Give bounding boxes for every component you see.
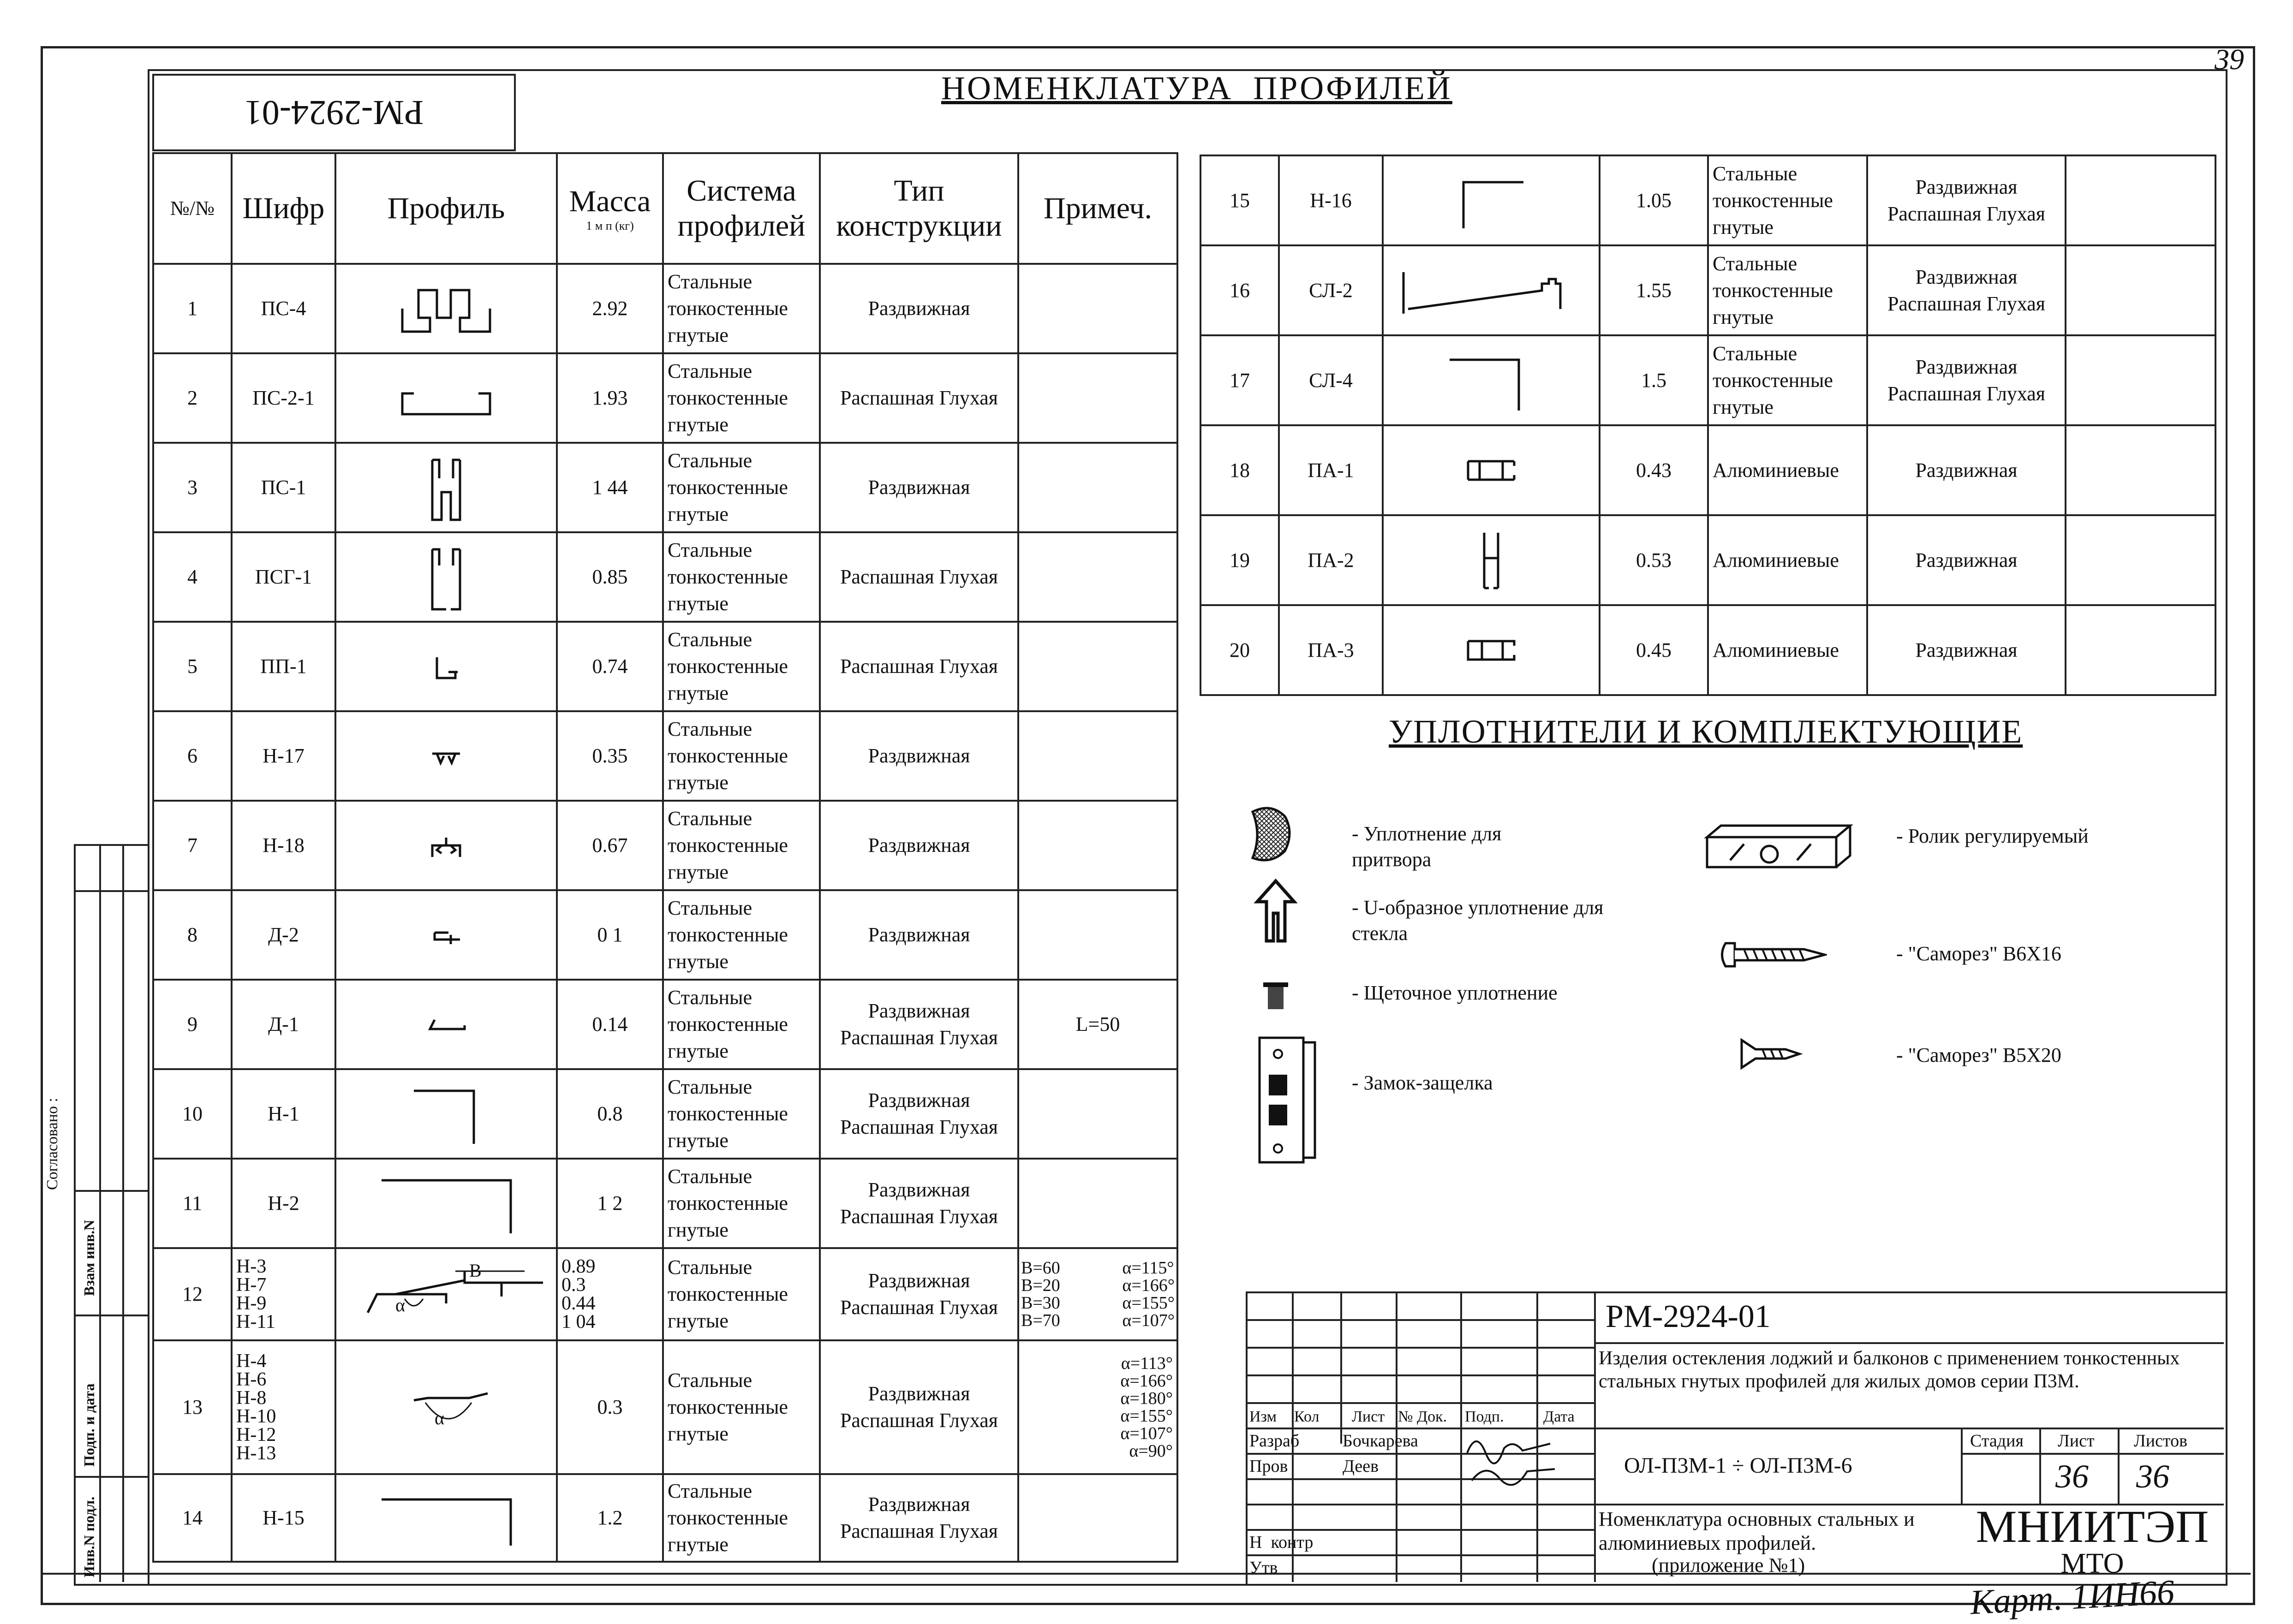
row-code: СЛ-4 — [1309, 369, 1353, 392]
row-mass: 1.05 — [1636, 189, 1672, 212]
table-row — [153, 1248, 1177, 1340]
rotated-code-box — [152, 74, 516, 151]
row-num: 7 — [187, 834, 197, 857]
row-system: Стальные тонкостенные гнутые — [1713, 252, 1833, 328]
row-type: Раздвижная — [868, 297, 970, 320]
brush-seal-icon — [1260, 980, 1292, 1012]
roller-icon — [1702, 816, 1859, 876]
tb-stage-label: Стадия — [1970, 1431, 2024, 1451]
profile-d1-drawing — [418, 1011, 474, 1038]
row-system: Стальные тонкостенные гнутые — [1713, 162, 1833, 238]
row-mass: 0.8 — [597, 1102, 623, 1125]
row-type: Раздвижная Распашная Глухая — [1887, 175, 2046, 225]
rotated-doc-code: РМ-2924-01 — [244, 93, 424, 132]
row-type: Раздвижная Распашная Глухая — [840, 999, 998, 1049]
stamp-inv-orig: Инв.N подл. — [81, 1496, 97, 1577]
row-system: Стальные тонкостенные гнутые — [668, 1256, 788, 1332]
row-num: 1 — [187, 297, 197, 320]
row-system: Алюминиевые — [1713, 458, 1839, 482]
row-system: Стальные тонкостенные гнутые — [668, 1076, 788, 1152]
profile-n2-drawing — [368, 1169, 525, 1238]
row-code: ПА-2 — [1308, 548, 1354, 571]
row-note: L=50 — [1075, 1013, 1120, 1035]
stamp-inv-ref: Взам инв.N — [81, 1219, 97, 1296]
table-row — [153, 1340, 1177, 1474]
seals-title: УПЛОТНИТЕЛИ И КОМПЛЕКТУЮЩИЕ — [1389, 713, 2023, 750]
tb-col-date: Дата — [1543, 1408, 1575, 1425]
tb-line — [2039, 1428, 2041, 1504]
row-type: Раздвижная Распашная Глухая — [1887, 355, 2046, 405]
profile-sl4-drawing — [1440, 346, 1542, 415]
angle-label: α — [395, 1295, 405, 1315]
tb-series: ОЛ-П3М-1 ÷ ОЛ-П3М-6 — [1624, 1453, 1852, 1478]
row-system: Алюминиевые — [1713, 638, 1839, 661]
row-num: 19 — [1230, 548, 1250, 571]
row-system: Стальные тонкостенные гнутые — [668, 807, 788, 883]
side-stamp-divider — [74, 1315, 148, 1316]
handwritten-note: Карт. 1ИН66 — [1969, 1572, 2175, 1622]
row-note: B=60 B=20 B=30 B=70 α=115° α=166° α=155° α=107° — [1018, 1248, 1177, 1340]
profiles-table-right — [1200, 155, 2216, 696]
tb-line — [1961, 1428, 1963, 1504]
row-code: Н-16 — [1310, 189, 1352, 212]
tb-line — [1246, 1374, 1594, 1376]
profile-pa3-drawing — [1459, 632, 1523, 669]
profile-n4-cell — [335, 1340, 557, 1474]
profile-n17-drawing — [423, 738, 469, 774]
screw-short-icon — [1735, 1035, 1804, 1072]
table-row — [1200, 245, 2215, 335]
profile-n4-drawing — [391, 1375, 502, 1440]
profile-n3-cell — [335, 1248, 557, 1340]
tb-role-check: Пров — [1249, 1457, 1288, 1476]
profile-pp1-drawing — [423, 643, 469, 690]
signatures — [1458, 1425, 1559, 1490]
row-mass: 0.74 — [592, 655, 628, 678]
row-code: ПП-1 — [260, 655, 307, 678]
header-profile: Профиль — [335, 153, 557, 264]
tb-line — [1246, 1428, 2224, 1429]
table-row — [153, 622, 1177, 711]
row-type: Раздвижная Распашная Глухая — [840, 1089, 998, 1138]
row-type: Раздвижная — [1915, 638, 2018, 661]
seal-profile-label: - Уплотнение для притвора — [1352, 822, 1502, 871]
table-row — [1200, 155, 2215, 245]
tb-line — [1340, 1291, 1342, 1444]
row-num: 16 — [1230, 279, 1250, 302]
row-mass: 0.67 — [592, 834, 628, 857]
row-system: Стальные тонкостенные гнутые — [668, 360, 788, 436]
tb-code: РМ-2924-01 — [1606, 1299, 1771, 1334]
profile-n1-drawing — [400, 1079, 492, 1148]
row-type: Раздвижная — [1915, 458, 2018, 482]
table-header-row — [153, 153, 1177, 264]
profile-ps4-drawing — [395, 276, 497, 341]
row-type: Раздвижная Распашная Глухая — [840, 1178, 998, 1228]
row-num: 6 — [187, 744, 197, 767]
tb-sheet-name: Номенклатура основных стальных и алюминиевых профилей. — [1599, 1508, 1915, 1554]
dimension-b-label: B — [469, 1260, 482, 1281]
table-row — [153, 1474, 1177, 1562]
tb-col-kol: Кол — [1294, 1408, 1320, 1425]
profile-ps1-drawing — [418, 451, 474, 524]
tb-col-doc: № Док. — [1398, 1408, 1447, 1425]
header-mass: Масса 1 м п (кг) — [557, 153, 663, 264]
tb-line — [2118, 1428, 2120, 1504]
row-num: 2 — [187, 387, 197, 409]
table-row — [153, 1159, 1177, 1248]
tb-line — [1594, 1291, 1596, 1582]
table-row — [1200, 425, 2215, 515]
row-system: Стальные тонкостенные гнутые — [668, 539, 788, 615]
brush-seal-label: - Щеточное уплотнение — [1352, 982, 1558, 1004]
row-mass: 1.55 — [1636, 279, 1672, 302]
profile-n16-drawing — [1445, 168, 1537, 233]
tb-sheet-label: Лист — [2058, 1431, 2095, 1451]
row-num: 20 — [1230, 638, 1250, 661]
row-code: СЛ-2 — [1309, 279, 1353, 302]
row-mass: 0.35 — [592, 744, 628, 767]
tb-line — [1246, 1402, 1594, 1404]
row-code: ПС-4 — [261, 297, 306, 320]
row-type: Раздвижная — [868, 744, 970, 767]
tb-sheet-name-2: (приложение №1) — [1652, 1554, 1805, 1576]
row-type: Распашная Глухая — [840, 387, 998, 409]
row-num: 14 — [182, 1506, 203, 1529]
row-num: 15 — [1230, 189, 1250, 212]
tb-org-dept: МТО — [2060, 1548, 2124, 1579]
row-system: Стальные тонкостенные гнутые — [1713, 342, 1833, 418]
row-system: Стальные тонкостенные гнутые — [668, 449, 788, 525]
profile-n15-drawing — [368, 1486, 525, 1550]
header-code: Шифр — [232, 153, 335, 264]
row-num: 13 — [182, 1396, 203, 1418]
header-system: Система профилей — [663, 153, 820, 264]
row-codes: Н-4 Н-6 Н-8 Н-10 Н-12 Н-13 — [232, 1340, 335, 1474]
row-num: 17 — [1230, 369, 1250, 392]
row-system: Стальные тонкостенные гнутые — [668, 1165, 788, 1241]
tb-sheets-label: Листов — [2134, 1431, 2188, 1451]
row-mass: 1.5 — [1641, 369, 1666, 392]
row-type: Раздвижная Распашная Глухая — [840, 1382, 998, 1432]
row-system: Стальные тонкостенные гнутые — [668, 628, 788, 704]
row-num: 10 — [182, 1102, 203, 1125]
side-stamp-divider — [74, 1190, 148, 1192]
tb-name-dev: Бочкарева — [1343, 1431, 1418, 1451]
tb-name-check: Деев — [1343, 1457, 1379, 1476]
row-num: 3 — [187, 476, 197, 499]
tb-description: Изделия остекления лоджий и балконов с применением тонкостенных стальных гнутых профилей для жилых домов серии П3М. — [1599, 1348, 2180, 1392]
row-mass: 1.2 — [597, 1506, 623, 1529]
header-num: №/№ — [153, 153, 232, 264]
row-num: 9 — [187, 1013, 197, 1035]
profiles-table-left — [152, 152, 1178, 1563]
u-seal-icon — [1250, 876, 1301, 946]
row-code: ПА-1 — [1308, 458, 1354, 482]
tb-line — [1246, 1319, 1594, 1321]
side-stamp-divider — [122, 844, 124, 1582]
row-code: Н-15 — [263, 1506, 305, 1529]
profile-pa1-drawing — [1459, 452, 1523, 489]
row-code: Н-1 — [268, 1102, 299, 1125]
side-stamp-divider — [74, 890, 148, 892]
tb-col-list: Лист — [1352, 1408, 1385, 1425]
header-note: Примеч. — [1018, 153, 1177, 264]
table-row — [153, 264, 1177, 353]
row-type: Раздвижная Распашная Глухая — [840, 1269, 998, 1319]
table-row — [153, 980, 1177, 1069]
row-num: 5 — [187, 655, 197, 678]
row-mass: 0.85 — [592, 565, 628, 588]
row-code: ПА-3 — [1308, 638, 1354, 661]
tb-org: МНИИТЭП — [1976, 1501, 2209, 1552]
row-system: Алюминиевые — [1713, 548, 1839, 571]
row-mass: 1.93 — [592, 387, 628, 409]
row-num: 11 — [182, 1192, 203, 1214]
row-note: α=113° α=166° α=180° α=155° α=107° α=90° — [1018, 1340, 1177, 1474]
tb-role-approve: Утв — [1249, 1558, 1278, 1577]
row-type: Раздвижная Распашная Глухая — [840, 1493, 998, 1542]
seal-profile-icon — [1246, 805, 1296, 865]
row-mass: 2.92 — [592, 297, 628, 320]
row-masses: 0.89 0.3 0.44 1 04 — [557, 1248, 663, 1340]
row-code: Д-1 — [268, 1013, 299, 1035]
row-type: Распашная Глухая — [840, 565, 998, 588]
row-type: Раздвижная — [1915, 548, 2018, 571]
row-num: 4 — [187, 565, 197, 588]
row-code: ПСГ-1 — [255, 565, 312, 588]
header-type: Тип конструкции — [820, 153, 1018, 264]
table-row — [153, 711, 1177, 801]
row-type: Раздвижная Распашная Глухая — [1887, 265, 2046, 315]
table-row — [153, 443, 1177, 532]
row-num: 8 — [187, 923, 197, 946]
side-stamp — [74, 844, 149, 1586]
row-type: Раздвижная — [868, 476, 970, 499]
tb-col-izm: Изм — [1249, 1408, 1277, 1425]
row-system: Стальные тонкостенные гнутые — [668, 986, 788, 1062]
latch-icon — [1255, 1029, 1320, 1167]
profile-pa2-drawing — [1473, 526, 1510, 595]
row-system: Стальные тонкостенные гнутые — [668, 897, 788, 973]
row-mass: 1 44 — [592, 476, 628, 499]
row-codes: Н-3 Н-7 Н-9 Н-11 — [232, 1248, 335, 1340]
table-row — [153, 801, 1177, 890]
profile-n3-drawing — [349, 1253, 543, 1336]
stamp-sign-date: Подп. и дата — [81, 1383, 97, 1467]
tb-line — [1594, 1342, 2224, 1344]
profile-psg1-drawing — [418, 540, 474, 614]
row-code: ПС-2-1 — [252, 387, 315, 409]
row-code: Н-17 — [263, 744, 305, 767]
screw-long-icon — [1716, 936, 1827, 973]
row-code: Н-2 — [268, 1192, 299, 1214]
page-number: 39 — [2215, 43, 2244, 76]
profile-ps21-drawing — [395, 375, 497, 421]
table-row — [1200, 335, 2215, 425]
tb-line — [1246, 1529, 1594, 1531]
profile-n18-drawing — [423, 825, 469, 866]
row-system: Стальные тонкостенные гнутые — [668, 1480, 788, 1556]
profile-d2-drawing — [423, 919, 469, 951]
row-code: ПС-1 — [261, 476, 306, 499]
screw-long-label: - "Саморез" В6Х16 — [1896, 942, 2061, 965]
table-row — [1200, 605, 2215, 695]
row-type: Распашная Глухая — [840, 655, 998, 678]
tb-role-norm: Н контр — [1249, 1533, 1314, 1552]
tb-line — [1961, 1453, 2224, 1455]
row-system: Стальные тонкостенные гнутые — [668, 1369, 788, 1445]
screw-short-label: - "Саморез" В5Х20 — [1896, 1044, 2061, 1066]
table-row — [153, 353, 1177, 443]
profile-sl2-drawing — [1390, 258, 1593, 323]
tb-role-dev: Разраб — [1249, 1431, 1300, 1451]
tb-sheets: 36 — [2136, 1458, 2169, 1495]
row-mass: 0.53 — [1636, 548, 1672, 571]
table-row — [153, 532, 1177, 622]
row-system: Стальные тонкостенные гнутые — [668, 718, 788, 794]
row-system: Стальные тонкостенные гнутые — [668, 270, 788, 346]
stamp-agreed: Согласовано : — [44, 1098, 61, 1190]
row-code: Н-18 — [263, 834, 305, 857]
tb-sheet: 36 — [2055, 1458, 2089, 1495]
roller-label: - Ролик регулируемый — [1896, 825, 2089, 847]
side-stamp-divider — [99, 844, 101, 1582]
table-row — [153, 1069, 1177, 1159]
tb-col-sign: Подп. — [1465, 1408, 1504, 1425]
row-mass: 0.3 — [597, 1396, 623, 1418]
table-row — [1200, 515, 2215, 605]
row-type: Раздвижная — [868, 923, 970, 946]
row-mass: 1 2 — [597, 1192, 623, 1214]
row-num: 12 — [182, 1283, 203, 1305]
u-seal-label: - U-образное уплотнение для стекла — [1352, 896, 1604, 945]
table-row — [153, 890, 1177, 980]
side-stamp-divider — [74, 1476, 148, 1478]
row-mass: 0 1 — [597, 923, 623, 946]
row-num: 18 — [1230, 458, 1250, 482]
tb-line — [1246, 1347, 1594, 1349]
row-mass: 0.14 — [592, 1013, 628, 1035]
latch-label: - Замок-защелка — [1352, 1071, 1493, 1094]
row-code: Д-2 — [268, 923, 299, 946]
main-title: НОМЕНКЛАТУРА ПРОФИЛЕЙ — [941, 70, 1452, 107]
tb-line — [1246, 1554, 1594, 1556]
row-mass: 0.43 — [1636, 458, 1672, 482]
angle-label: α — [435, 1408, 444, 1428]
row-type: Раздвижная — [868, 834, 970, 857]
row-mass: 0.45 — [1636, 638, 1672, 661]
